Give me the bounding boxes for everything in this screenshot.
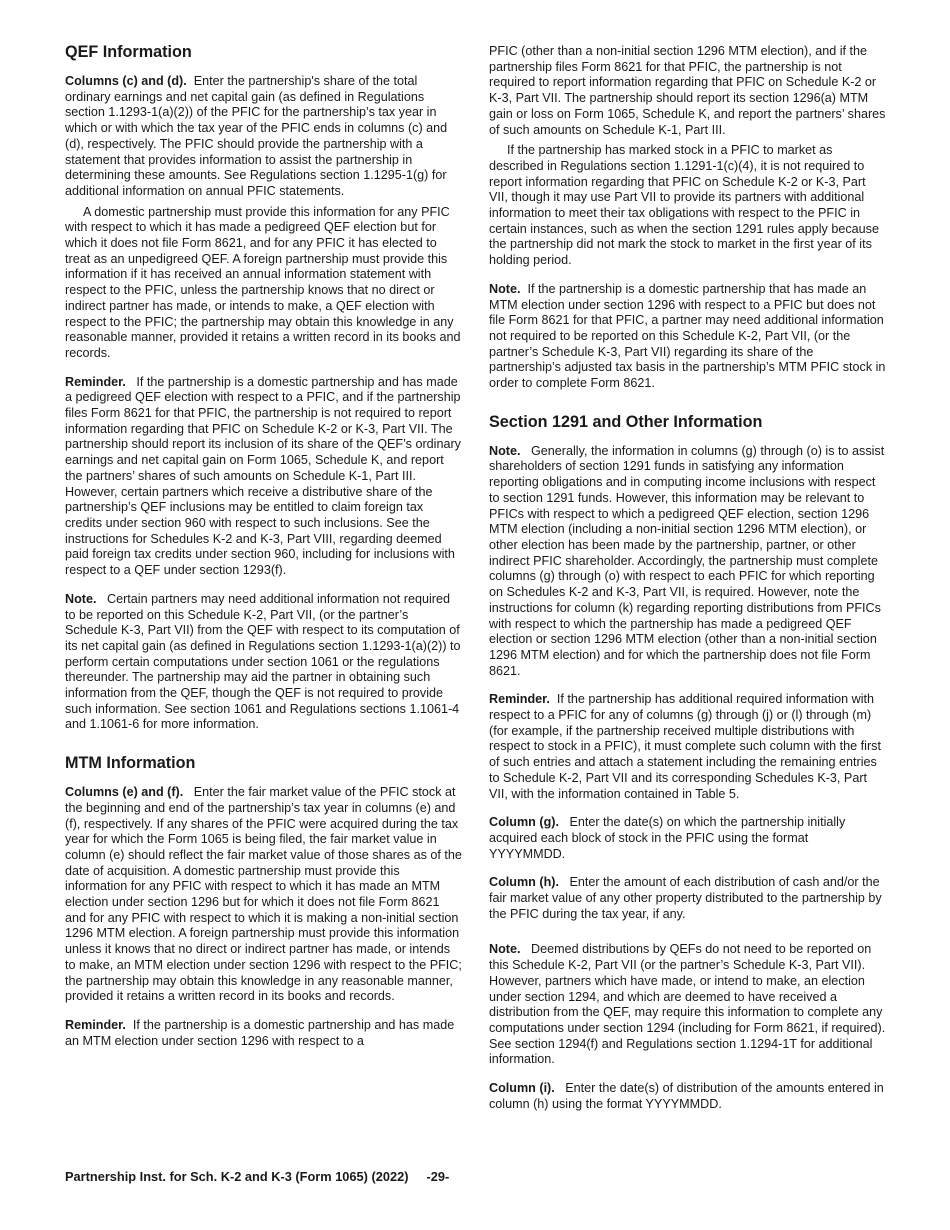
column-i-lead: Column (i). (489, 1081, 555, 1096)
mtm-columns-ef-paragraph (65, 785, 463, 1005)
mtm-columns-ef-lead: Columns (e) and (f). (65, 785, 184, 800)
column-g-paragraph (489, 815, 887, 862)
left-column (65, 42, 463, 1049)
qef-note-lead: Note. (65, 591, 97, 606)
mtm-reminder-paragraph (65, 1018, 463, 1049)
qef-note-text: Certain partners may need additional information not required to be reported on this Schedule K-2, Part VII, (or the partner’s Schedule K-3, Part VII) from the QEF with respect to its computation of its net capital gain (as defined in Regulations section 1.1293-1(a)(2)) to perform certain computations under section 1061 or the regulations thereunder. The partnership may aid the partner in obtaining such information from the QEF, though the QEF is not required to provide such information. See section 1061 and Regulations sections 1.1061-4 and 1.1061-6 for more information. (65, 591, 461, 732)
section-1291-reminder-lead: Reminder. (489, 692, 550, 707)
qef-columns-cd-paragraph (65, 74, 463, 200)
section-1291-note-lead: Note. (489, 443, 521, 458)
footer-title: Partnership Inst. for Sch. K-2 and K-3 (Form 1065) (2022) (65, 1169, 409, 1184)
mtm-note-paragraph (489, 282, 887, 392)
qef-reminder-paragraph (65, 375, 463, 579)
column-h-paragraph (489, 875, 887, 922)
section-1291-heading: Section 1291 and Other Information (489, 412, 763, 431)
column-g-lead: Column (g). (489, 815, 559, 830)
column-h-note-text: Deemed distributions by QEFs do not need to be reported on this Schedule K-2, Part VII (or the partner’s Schedule K-3, Part VII). However, partners which have made, or intend to make, an election under section 1294, and which are deemed to have received a distribution from the QEF, may require this information to complete any computations under section 1294 (including for Form 8621, if required). See section 1294(f) and Regulations section 1.1294-1T for additional information. (489, 942, 886, 1067)
section-1291-note-paragraph (489, 444, 887, 680)
qef-reminder-lead: Reminder. (65, 374, 126, 389)
column-h-note-lead: Note. (489, 942, 521, 957)
section-1291-reminder-text: If the partnership has additional required information with respect to a PFIC for any of columns (g) through (j) or (l) through (m) (for example, if the partnership received multiple distributions with respect to stock in a PFIC), it must complete such column with the first of such entries and attach a statement including the remaining entries to Schedule K-2, Part VII and its corresponding Schedules K-3, Part VII, with the information contained in Table 5. (489, 692, 881, 801)
section-1291-reminder-paragraph (489, 692, 887, 802)
mtm-columns-ef-text: Enter the fair market value of the PFIC stock at the beginning and end of the partnership’s tax year in columns (e) and (f), respectively. If any shares of the PFIC were acquired during the tax year for which the Form 1065 is being filed, the fair market value in column (e) should reflect the fair market value of those shares as of the date of acquisition. A domestic partnership must provide this information for any PFIC with respect to which it has made an MTM election under section 1296 but for which it does not file Form 8621 and for any PFIC with respect to which it is making a non-initial section 1296 MTM election. A foreign partnership must provide this information unless it knows that no direct or indirect partner has made, or intends to make, an MTM election under section 1296 with respect to the PFIC; the partnership may obtain this knowledge in any reasonable manner, provided it retains a written record in its books and records. (65, 785, 462, 1004)
page-footer (65, 1169, 449, 1184)
qef-information-heading: QEF Information (65, 43, 192, 61)
column-h-lead: Column (h). (489, 875, 559, 890)
right-column (489, 44, 887, 1112)
column-h-text: Enter the amount of each distribution of cash and/or the fair market value of any other property distributed to the partnership by the PFIC during the tax year, if any. (489, 875, 882, 921)
qef-columns-cd-lead: Columns (c) and (d). (65, 74, 187, 88)
mtm-reminder-text: If the partnership is a domestic partnership and has made an MTM election under section 1296 with respect to a (65, 1017, 455, 1048)
column-i-text: Enter the date(s) of distribution of the amounts entered in column (h) using the format YYYYMMDD. (489, 1081, 884, 1111)
column-i-paragraph (489, 1081, 887, 1112)
column-h-note-paragraph (489, 942, 887, 1068)
mtm-note-text: If the partnership is a domestic partnership that has made an MTM election under section 1296 with respect to a PFIC but does not file Form 8621 for that PFIC, a partner may need additional information not required to be reported on this Schedule K-2, Part VII, (or the partner’s Schedule K-3, Part VII) regarding its share of the partnership’s adjusted tax basis in the partnership’s MTM PFIC stock in order to complete Form 8621. (489, 281, 886, 391)
mtm-continued-paragraph: PFIC (other than a non-initial section 1296 MTM election), and if the partnership files Form 8621 for that PFIC, the partnership is not required to report information regarding that PFIC on Schedule K-2 or K-3, Part VII. The partnership should report its section 1296(a) MTM gain or loss on Form 1065, Schedule K, and report the partners’ shares of such amounts on Schedule K-1, Part III. (489, 44, 886, 137)
qef-note-paragraph (65, 592, 463, 733)
qef-reminder-text: If the partnership is a domestic partnership and has made a pedigreed QEF election with respect to a PFIC, and if the partnership files Form 8621 for that PFIC, the partnership is not required to report information regarding that PFIC on Schedule K-2 or K-3, Part VII. The partnership should report its inclusion of its share of the QEF’s ordinary earnings and net capital gain on Form 1065, Schedule K, and report the partners’ shares of such amounts on Schedule K-1, Part III. However, certain partners which receive a distributive share of the partnership’s QEF inclusions may be entitled to claim foreign tax credits under section 960 with respect to such inclusions. See the instructions for Schedules K-2 and K-3, Part VIII, regarding deemed paid foreign tax credits under section 960, including for inclusions with respect to a QEF under section 1293(f). (65, 374, 461, 578)
column-g-text: Enter the date(s) on which the partnership initially acquired each block of stock in the PFIC using the format YYYYMMDD. (489, 815, 846, 861)
marked-stock-paragraph: If the partnership has marked stock in a PFIC to market as described in Regulations section 1.1291-1(c)(4), it is not required to report information regarding that PFIC on Schedule K-2 or K-3, Part VII, though it may use Part VII to provide its partners with additional information to meet their tax obligations with respect to the PFIC in certain instances, such as when the section 1291 rules apply because the partnership did not mark the stock to market in the first year of its holding period. (489, 143, 879, 268)
qef-domestic-paragraph: A domestic partnership must provide this information for any PFIC with respect to which it has made a pedigreed QEF election but for which it does not file Form 8621, and for any PFIC it has elected to treat as an unpedigreed QEF. A foreign partnership must provide this information if it has received an annual information statement with respect to the PFIC, unless the partnership knows that no direct or indirect partner has made, or intends to make, a QEF election with respect to the PFIC; the partnership may obtain this knowledge in any reasonable manner, provided it retains a written record in its books and records. (65, 204, 461, 360)
mtm-reminder-lead: Reminder. (65, 1017, 126, 1032)
section-1291-note-text: Generally, the information in columns (g) through (o) is to assist shareholders of section 1291 funds in satisfying any information reporting obligations and in computing income inclusions with respect to section 1291 funds. However, this information may be relevant to PFICs with respect to which a pedigreed QEF election, section 1296 MTM election (including a non-initial section 1296 MTM election), or other election has been made by the partnership, partner, or other indirect PFIC shareholder. Accordingly, the partnership must complete columns (g) through (o) with respect to each PFIC for which reporting on Schedules K-2 and K-3, Part VII, is required. However, note the instructions for column (k) regarding reporting distributions from PFICs with respect to which the partnership has made a pedigreed QEF election or section 1296 MTM election (other than a non-initial section 1296 MTM election) and for which the partnership does not file Form 8621. (489, 443, 885, 678)
qef-columns-cd-text: Enter the partnership's share of the total ordinary earnings and net capital gain (as defined in Regulations section 1.1293-1(a)(2)) of the PFIC for the partnership’s tax year in which or with which the tax year of the PFIC ends in columns (c) and (d), respectively. The PFIC should provide the partnership with a statement that provides information to assist the partnership in determining these amounts. See Regulations section 1.1295-1(g) for additional information on annual PFIC statements. (65, 74, 448, 198)
mtm-information-heading: MTM Information (65, 754, 196, 773)
mtm-note-lead: Note. (489, 281, 521, 296)
page-number: -29- (426, 1169, 450, 1184)
